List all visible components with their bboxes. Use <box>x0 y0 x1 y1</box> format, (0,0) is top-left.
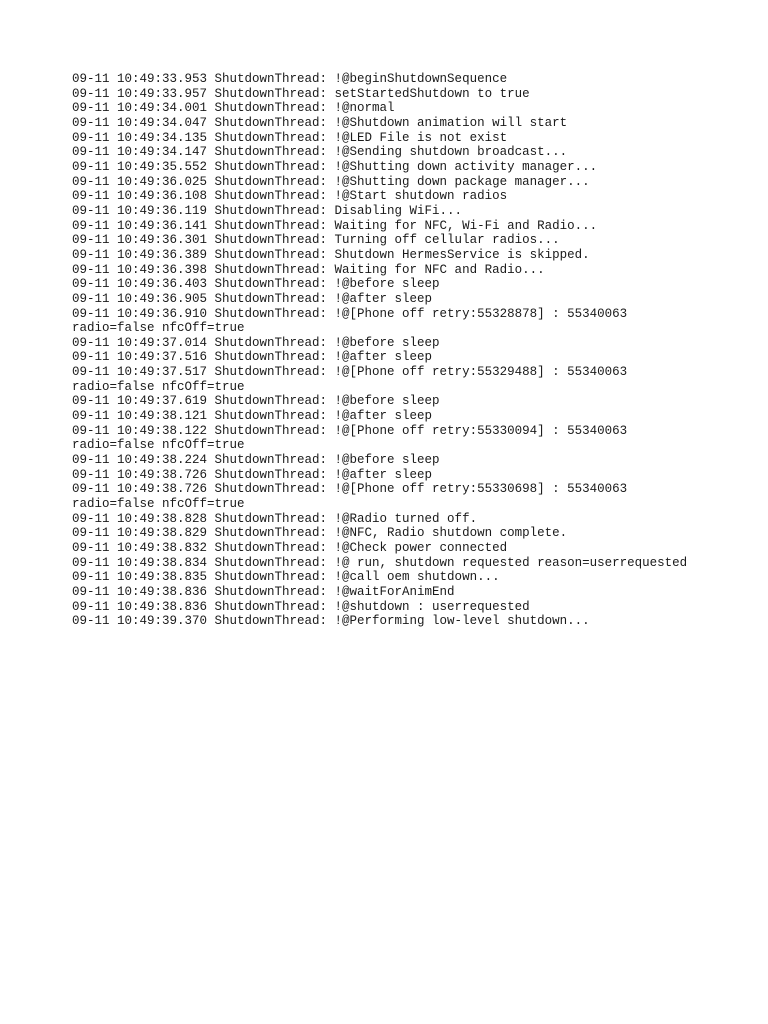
log-line: 09-11 10:49:33.953 ShutdownThread: !@beginShutdownSequence <box>72 72 508 86</box>
log-line: 09-11 10:49:38.836 ShutdownThread: !@shutdown : userrequested <box>72 599 530 614</box>
log-line: 09-11 10:49:35.552 ShutdownThread: !@Shutting down activity manager... <box>72 159 598 174</box>
log-line: radio=false nfcOff=true <box>72 321 245 336</box>
log-line: 09-11 10:49:34.001 ShutdownThread: !@normal <box>72 101 395 116</box>
log-line: 09-11 10:49:36.025 ShutdownThread: !@Shutting down package manager... <box>72 174 590 189</box>
log-line: 09-11 10:49:38.224 ShutdownThread: !@before sleep <box>72 453 440 468</box>
log-line: 09-11 10:49:36.910 ShutdownThread: !@[Phone off retry:55328878] : 55340063 <box>72 306 628 321</box>
log-line: 09-11 10:49:37.517 ShutdownThread: !@[Phone off retry:55329488] : 55340063 <box>72 365 628 380</box>
log-line: 09-11 10:49:36.403 ShutdownThread: !@before sleep <box>72 277 440 292</box>
log-line: 09-11 10:49:38.726 ShutdownThread: !@[Phone off retry:55330698] : 55340063 <box>72 482 628 497</box>
log-line: 09-11 10:49:34.047 ShutdownThread: !@Shutdown animation will start <box>72 115 568 130</box>
log-line: 09-11 10:49:36.119 ShutdownThread: Disabling WiFi... <box>72 203 463 218</box>
log-line: radio=false nfcOff=true <box>72 438 245 453</box>
log-line: 09-11 10:49:36.141 ShutdownThread: Waiting for NFC, Wi-Fi and Radio... <box>72 218 598 233</box>
log-line: 09-11 10:49:37.014 ShutdownThread: !@before sleep <box>72 335 440 350</box>
log-line: 09-11 10:49:38.121 ShutdownThread: !@after sleep <box>72 409 433 424</box>
log-line: 09-11 10:49:36.398 ShutdownThread: Waiting for NFC and Radio... <box>72 262 545 277</box>
log-line: 09-11 10:49:36.301 ShutdownThread: Turning off cellular radios... <box>72 233 560 248</box>
log-line: 09-11 10:49:36.389 ShutdownThread: Shutdown HermesService is skipped. <box>72 247 590 262</box>
log-line: radio=false nfcOff=true <box>72 379 245 394</box>
log-line: 09-11 10:49:38.836 ShutdownThread: !@waitForAnimEnd <box>72 584 455 599</box>
log-line: 09-11 10:49:37.516 ShutdownThread: !@after sleep <box>72 350 433 365</box>
log-line: 09-11 10:49:38.829 ShutdownThread: !@NFC, Radio shutdown complete. <box>72 526 568 541</box>
log-line: 09-11 10:49:37.619 ShutdownThread: !@before sleep <box>72 394 440 409</box>
log-line: 09-11 10:49:36.905 ShutdownThread: !@after sleep <box>72 291 433 306</box>
log-line: 09-11 10:49:38.832 ShutdownThread: !@Check power connected <box>72 541 508 555</box>
log-line: 09-11 10:49:38.834 ShutdownThread: !@ run, shutdown requested reason=userrequested <box>72 555 688 570</box>
log-line: 09-11 10:49:38.828 ShutdownThread: !@Radio turned off. <box>72 511 478 526</box>
log-line: 09-11 10:49:38.726 ShutdownThread: !@after sleep <box>72 467 433 482</box>
log-line: 09-11 10:49:38.835 ShutdownThread: !@call oem shutdown... <box>72 570 500 585</box>
log-line: 09-11 10:49:34.147 ShutdownThread: !@Sending shutdown broadcast... <box>72 145 568 160</box>
log-line: 09-11 10:49:36.108 ShutdownThread: !@Start shutdown radios <box>72 189 508 204</box>
log-document <box>72 72 732 629</box>
log-line: 09-11 10:49:34.135 ShutdownThread: !@LED File is not exist <box>72 130 508 145</box>
log-line: 09-11 10:49:33.957 ShutdownThread: setStartedShutdown to true <box>72 86 530 101</box>
log-line: radio=false nfcOff=true <box>72 497 245 512</box>
log-line: 09-11 10:49:38.122 ShutdownThread: !@[Phone off retry:55330094] : 55340063 <box>72 423 628 438</box>
log-line: 09-11 10:49:39.370 ShutdownThread: !@Performing low-level shutdown... <box>72 614 590 629</box>
